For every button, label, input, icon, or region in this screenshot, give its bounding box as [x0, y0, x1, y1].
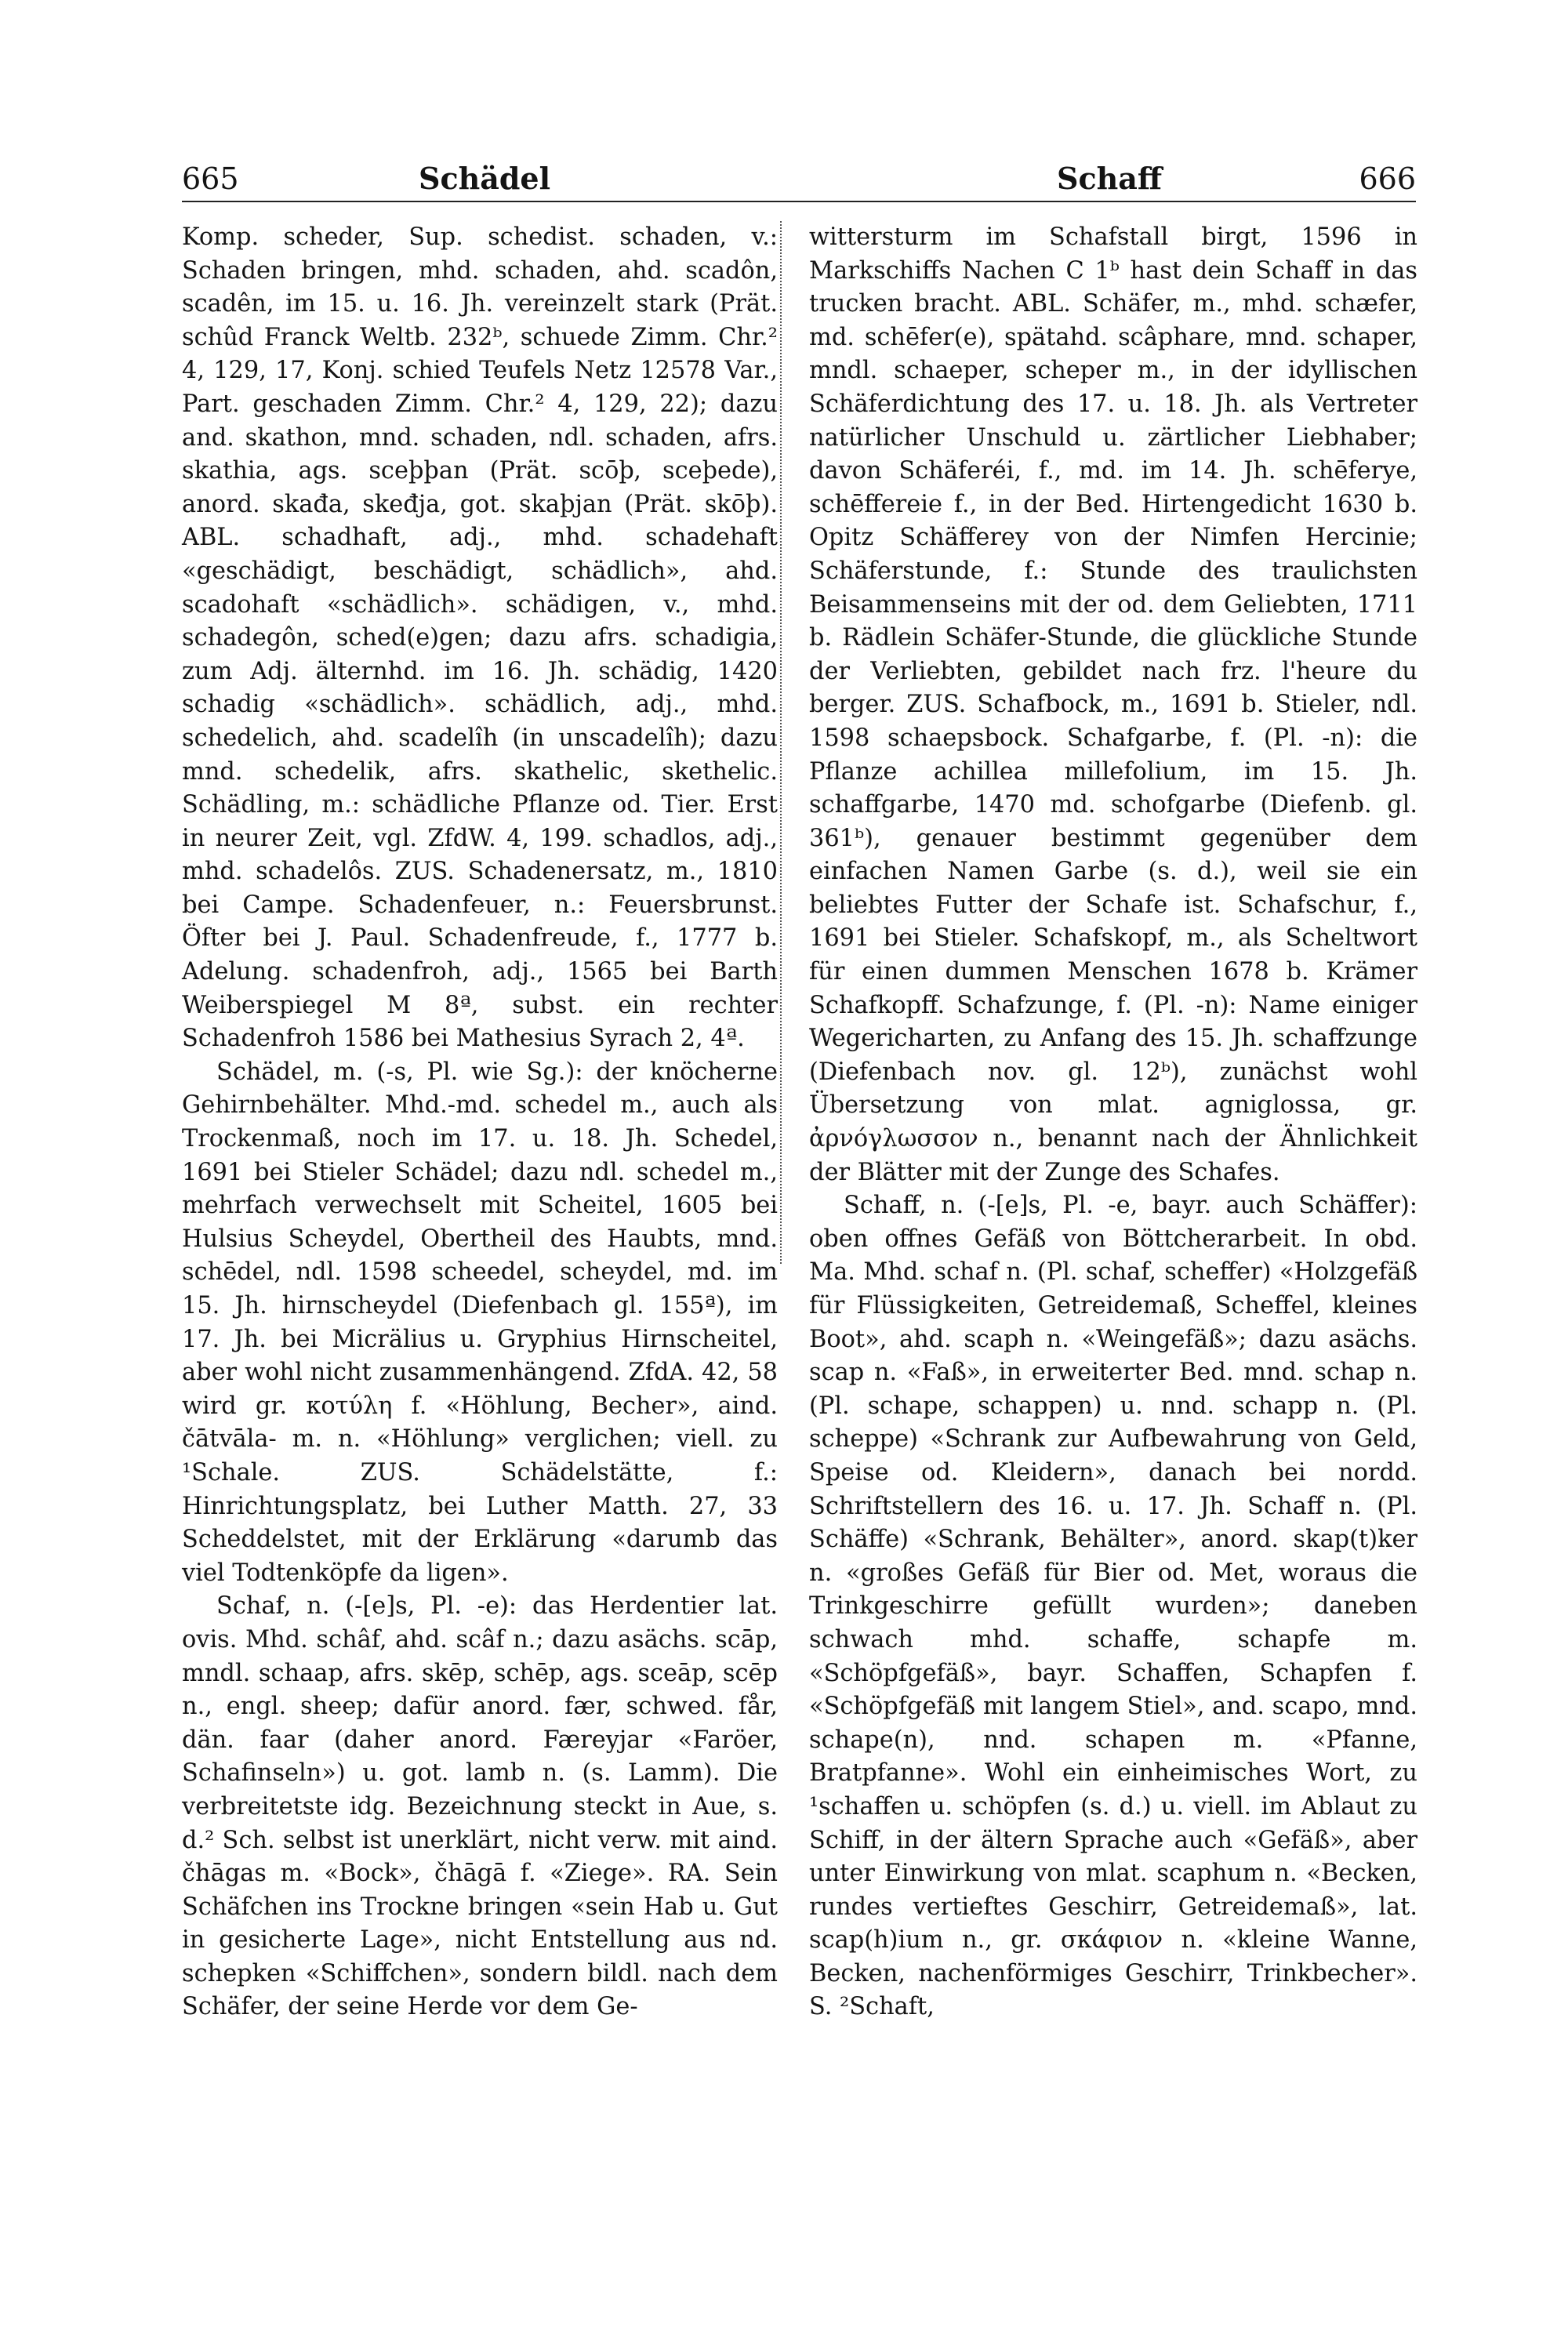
catchword-right: Schaff [1057, 161, 1163, 196]
entry-paragraph: wittersturm im Schafstall birgt, 1596 in Markschiffs Nachen C 1ᵇ hast dein Schaff in das trucken bracht. ABL. Schäfer, m., mhd. schæfer, md. schēfer(e), spätahd. scâphare, mnd. schaper, mndl. schaeper, scheper m., in der idyllischen Schäferdichtung des 17. u. 18. Jh. als Vertreter natürlicher Unschuld u. zärtlicher Liebhaber; davon Schäferéi, f., md. im 14. Jh. schēferye, schēffereie f., in der Bed. Hirtengedicht 1630 b. Opitz Schäfferey von der Nimfen Hercinie; Schäferstunde, f.: Stunde des traulichsten Beisammenseins mit der od. dem Geliebten, 1711 b. Rädlein Schäfer-Stunde, die glückliche Stunde der Verliebten, gebildet nach frz. l'heure du berger. ZUS. Schafbock, m., 1691 b. Stieler, ndl. 1598 schaepsbock. Schafgarbe, f. (Pl. -n): die Pflanze achillea millefolium, im 15. Jh. schaffgarbe, 1470 md. schofgarbe (Diefenb. gl. 361ᵇ), genauer bestimmt gegenüber dem einfachen Namen Garbe (s. d.), weil sie ein beliebtes Futter der Schafe ist. Schafschur, f., 1691 bei Stieler. Schafskopf, m., als Scheltwort für einen dummen Menschen 1678 b. Krämer Schafkopff. Schafzunge, f. (Pl. -n): Name einiger Wegericharten, zu Anfang des 15. Jh. schaffzunge (Diefenbach nov. gl. 12ᵇ), zunächst wohl Übersetzung von mlat. agniglossa, gr. ἀρνόγλωσσον n., benannt nach der Ähnlichkeit der Blätter mit der Zunge des Schafes. [809, 223, 1417, 1186]
header-rule [182, 201, 1416, 202]
page-number-left: 665 [182, 162, 239, 196]
left-column [182, 221, 778, 2024]
entry-paragraph: Schaf, n. (-[e]s, Pl. -e): das Herdentier lat. ovis. Mhd. schâf, ahd. scâf n.; dazu asächs. scāp, mndl. schaap, afrs. skēp, schēp, ags. sceāp, scēp n., engl. sheep; dafür anord. fær, schwed. får, dän. faar (daher anord. Færeyjar «Faröer, Schafinseln») u. got. lamb n. (s. Lamm). Die verbreitetste idg. Bezeichnung steckt in Aue, s. d.² Sch. selbst ist unerklärt, nicht verw. mit aind. čhāgas m. «Bock», čhāgā f. «Ziege». RA. Sein Schäfchen ins Trockne bringen «sein Hab u. Gut in gesicherte Lage», nicht Entstellung aus nd. schepken «Schiffchen», sondern bildl. nach dem Schäfer, der seine Herde vor dem Ge- [182, 1592, 778, 2021]
right-column [809, 221, 1417, 2024]
column-divider [780, 221, 782, 1264]
entry-paragraph: Komp. scheder, Sup. schedist. schaden, v.: Schaden bringen, mhd. schaden, ahd. scadôn, scadên, im 15. u. 16. Jh. vereinzelt stark (Prät. schûd Franck Weltb. 232ᵇ, schuede Zimm. Chr.² 4, 129, 17, Konj. schied Teufels Netz 12578 Var., Part. geschaden Zimm. Chr.² 4, 129, 22); dazu and. skathon, mnd. schaden, ndl. schaden, afrs. skathia, ags. sceþþan (Prät. scōþ, sceþede), anord. skađa, skeđja, got. skaþjan (Prät. skōþ). ABL. schadhaft, adj., mhd. schadehaft «geschädigt, beschädigt, schädlich», ahd. scadohaft «schädlich». schädigen, v., mhd. schadegôn, sched(e)gen; dazu afrs. schadigia, zum Adj. älternhd. im 16. Jh. schädig, 1420 schadig «schädlich». schädlich, adj., mhd. schedelich, ahd. scadelîh (in unscadelîh); dazu mnd. schedelik, afrs. skathelic, skethelic. Schädling, m.: schädliche Pflanze od. Tier. Erst in neurer Zeit, vgl. ZfdW. 4, 199. schadlos, adj., mhd. schadelôs. ZUS. Schadenersatz, m., 1810 bei Campe. Schadenfeuer, n.: Feuersbrunst. Öfter bei J. Paul. Schadenfreude, f., 1777 b. Adelung. schadenfroh, adj., 1565 bei Barth Weiberspiegel M 8ª, subst. ein rechter Schadenfroh 1586 bei Mathesius Syrach 2, 4ª. [182, 223, 778, 1053]
entry-paragraph: Schädel, m. (-s, Pl. wie Sg.): der knöcherne Gehirnbehälter. Mhd.-md. schedel m., auch als Trockenmaß, noch im 17. u. 18. Jh. Schedel, 1691 bei Stieler Schädel; dazu ndl. schedel m., mehrfach verwechselt mit Scheitel, 1605 bei Hulsius Scheydel, Obertheil des Haubts, mnd. schēdel, ndl. 1598 scheedel, scheydel, md. im 15. Jh. hirnscheydel (Diefenbach gl. 155ª), im 17. Jh. bei Micrälius u. Gryphius Hirnscheitel, aber wohl nicht zusammenhängend. ZfdA. 42, 58 wird gr. κοτύλη f. «Höhlung, Becher», aind. čātvāla- m. n. «Höhlung» verglichen; viell. zu ¹Schale. ZUS. Schädelstätte, f.: Hinrichtungsplatz, bei Luther Matth. 27, 33 Scheddelstet, mit der Erklärung «darumb das viel Todtenköpfe da ligen». [182, 1058, 778, 1587]
catchword-left: Schädel [419, 161, 551, 196]
page-number-right: 666 [1359, 162, 1416, 196]
entry-paragraph: Schaff, n. (-[e]s, Pl. -e, bayr. auch Schäffer): oben offnes Gefäß von Böttcherarbeit. In obd. Ma. Mhd. schaf n. (Pl. schaf, scheffer) «Holzgefäß für Flüssigkeiten, Getreidemaß, Scheffel, kleines Boot», ahd. scaph n. «Weingefäß»; dazu asächs. scap n. «Faß», in erweiterter Bed. mnd. schap n. (Pl. schape, schappen) u. nnd. schapp n. (Pl. scheppe) «Schrank zur Aufbewahrung von Geld, Speise od. Kleidern», danach bei nordd. Schriftstellern des 16. u. 17. Jh. Schaff n. (Pl. Schäffe) «Schrank, Behälter», anord. skap(t)ker n. «großes Gefäß für Bier od. Met, woraus die Trinkgeschirre gefüllt wurden»; daneben schwach mhd. schaffe, schapfe m. «Schöpfgefäß», bayr. Schaffen, Schapfen f. «Schöpfgefäß mit langem Stiel», and. scapo, mnd. schape(n), nnd. schapen m. «Pfanne, Bratpfanne». Wohl ein einheimisches Wort, zu ¹schaffen u. schöpfen (s. d.) u. viell. im Ablaut zu Schiff, in der ältern Sprache auch «Gefäß», aber unter Einwirkung von mlat. scaphum n. «Becken, rundes vertieftes Geschirr, Getreidemaß», lat. scap(h)ium n., gr. σκάφιον n. «kleine Wanne, Becken, nachenförmiges Geschirr, Trinkbecher». S. ²Schaft, [809, 1192, 1417, 2021]
